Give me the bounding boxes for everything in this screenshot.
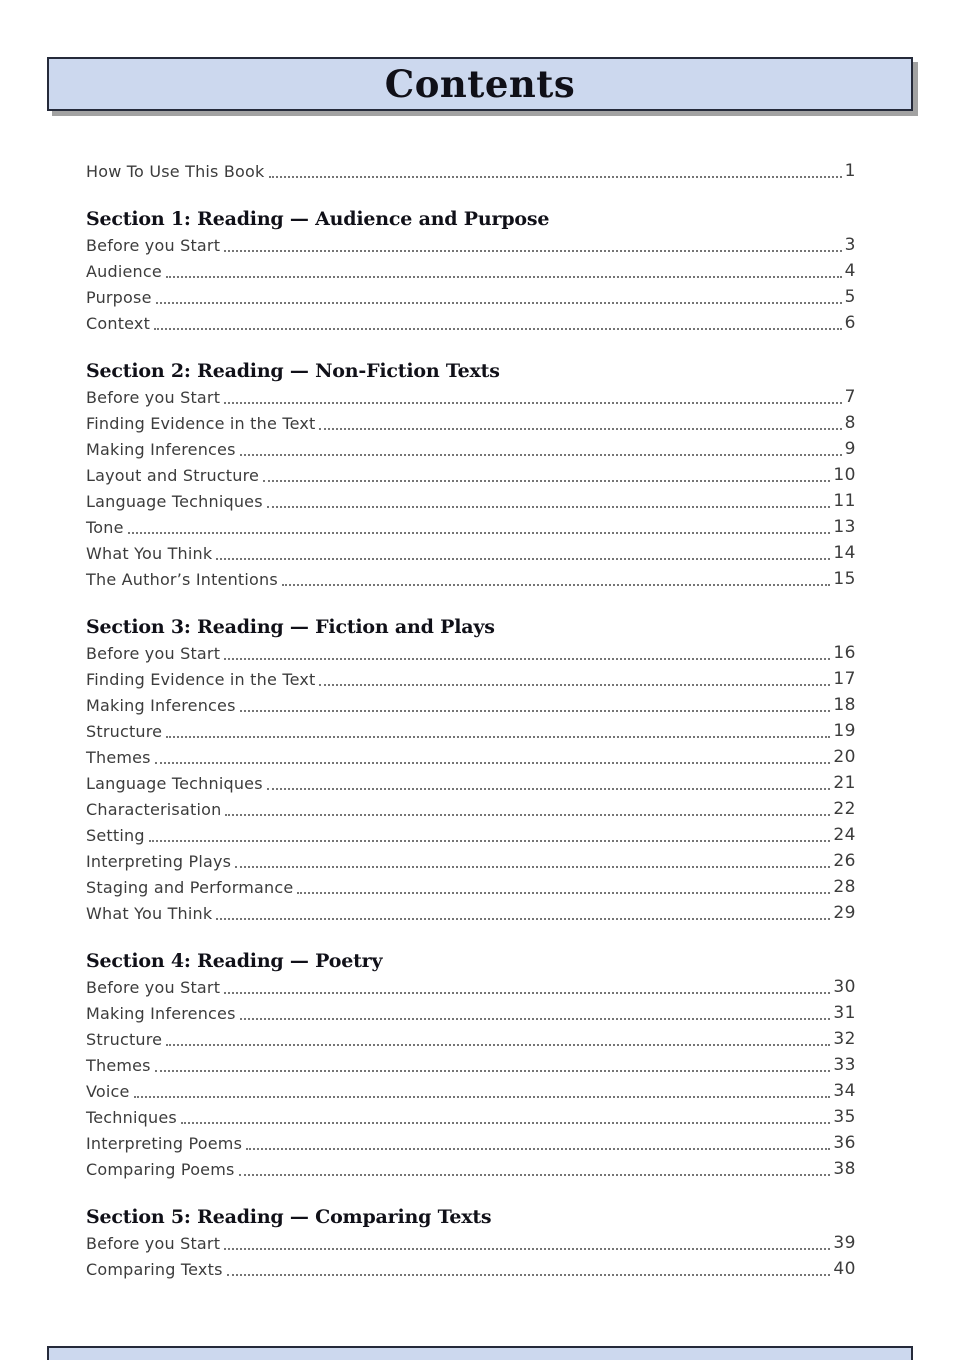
toc-entry <box>86 436 856 462</box>
toc-entry <box>86 974 856 1000</box>
dotted-leader <box>156 302 842 304</box>
toc-entry-page: 13 <box>833 517 856 537</box>
toc-entry <box>86 692 856 718</box>
toc-entry-label: What You Think <box>86 904 213 923</box>
dotted-leader <box>155 762 831 764</box>
dotted-leader <box>282 584 830 586</box>
dotted-leader <box>216 918 830 920</box>
dotted-leader <box>154 328 842 330</box>
toc-entry-page: 24 <box>833 825 856 845</box>
dotted-leader <box>269 176 842 178</box>
toc-entry-label: Voice <box>86 1082 130 1101</box>
toc-entry-label: Before you Start <box>86 236 221 255</box>
toc-entry-label: Structure <box>86 1030 163 1049</box>
toc-entry-label: Comparing Poems <box>86 1160 235 1179</box>
dotted-leader <box>149 840 831 842</box>
toc-entry-page: 4 <box>844 261 856 281</box>
section-heading: Section 4: Reading — Poetry <box>86 950 383 972</box>
toc-entry-page: 30 <box>833 977 856 997</box>
toc-entry-label: Making Inferences <box>86 1004 236 1023</box>
toc-entry <box>86 232 856 258</box>
toc-entry <box>86 900 856 926</box>
toc-entry <box>86 514 856 540</box>
toc-entry <box>86 1078 856 1104</box>
toc-entry <box>86 258 856 284</box>
toc-entry-label: Making Inferences <box>86 696 236 715</box>
toc-entry-page: 29 <box>833 903 856 923</box>
toc-entry-page: 1 <box>844 161 856 181</box>
toc-entry-page: 32 <box>833 1029 856 1049</box>
toc-entry-label: Characterisation <box>86 800 222 819</box>
dotted-leader <box>128 532 831 534</box>
toc-entry <box>86 310 856 336</box>
toc-entry-label: Before you Start <box>86 1234 221 1253</box>
toc-entry-label: The Author’s Intentions <box>86 570 278 589</box>
toc-entry <box>86 1104 856 1130</box>
toc-entry-page: 26 <box>833 851 856 871</box>
toc-entry-page: 39 <box>833 1233 856 1253</box>
toc-entry-page: 21 <box>833 773 856 793</box>
section-heading: Section 1: Reading — Audience and Purpose <box>86 208 550 230</box>
dotted-leader <box>224 658 830 660</box>
toc-entry-page: 10 <box>833 465 856 485</box>
toc-entry <box>86 770 856 796</box>
toc-entry-label: Making Inferences <box>86 440 236 459</box>
toc-entry-page: 40 <box>833 1259 856 1279</box>
dotted-leader <box>224 992 830 994</box>
toc-entry-label: Before you Start <box>86 388 221 407</box>
toc-entry-label: Interpreting Poems <box>86 1134 243 1153</box>
toc-entry-page: 34 <box>833 1081 856 1101</box>
table-of-contents <box>86 158 856 1282</box>
dotted-leader <box>227 1274 831 1276</box>
toc-entry <box>86 1130 856 1156</box>
toc-entry-page: 7 <box>844 387 856 407</box>
toc-entry <box>86 1026 856 1052</box>
toc-entry <box>86 1052 856 1078</box>
dotted-leader <box>240 1018 831 1020</box>
toc-entry-label: Techniques <box>86 1108 177 1127</box>
next-page-box-top-edge <box>47 1346 913 1360</box>
toc-entry-label: Themes <box>86 748 151 767</box>
toc-entry <box>86 822 856 848</box>
toc-entry-page: 11 <box>833 491 856 511</box>
toc-entry-page: 38 <box>833 1159 856 1179</box>
dotted-leader <box>239 1174 831 1176</box>
dotted-leader <box>216 558 830 560</box>
contents-header-box <box>47 57 913 111</box>
dotted-leader <box>319 684 830 686</box>
toc-entry <box>86 410 856 436</box>
toc-entry <box>86 384 856 410</box>
toc-entry-page: 3 <box>844 235 856 255</box>
toc-entry <box>86 848 856 874</box>
toc-entry-label: Tone <box>86 518 124 537</box>
section-heading: Section 5: Reading — Comparing Texts <box>86 1206 492 1228</box>
toc-entry-label: Language Techniques <box>86 774 263 793</box>
toc-entry <box>86 874 856 900</box>
toc-entry <box>86 566 856 592</box>
toc-entry-page: 35 <box>833 1107 856 1127</box>
toc-entry-page: 14 <box>833 543 856 563</box>
toc-entry-page: 19 <box>833 721 856 741</box>
toc-entry <box>86 1256 856 1282</box>
toc-entry-page: 31 <box>833 1003 856 1023</box>
toc-entry <box>86 158 856 184</box>
toc-entry-label: Themes <box>86 1056 151 1075</box>
toc-entry-label: Before you Start <box>86 644 221 663</box>
toc-entry-page: 20 <box>833 747 856 767</box>
toc-entry <box>86 796 856 822</box>
toc-entry-page: 15 <box>833 569 856 589</box>
dotted-leader <box>246 1148 830 1150</box>
toc-entry-label: Finding Evidence in the Text <box>86 414 316 433</box>
toc-entry-label: Structure <box>86 722 163 741</box>
dotted-leader <box>166 276 842 278</box>
dotted-leader <box>263 480 830 482</box>
toc-entry-label: How To Use This Book <box>86 162 265 181</box>
dotted-leader <box>166 736 830 738</box>
page-title: Contents <box>384 62 576 106</box>
toc-entry-page: 18 <box>833 695 856 715</box>
dotted-leader <box>235 866 830 868</box>
toc-entry-page: 33 <box>833 1055 856 1075</box>
toc-entry-page: 8 <box>844 413 856 433</box>
dotted-leader <box>267 506 831 508</box>
toc-entry-label: Interpreting Plays <box>86 852 232 871</box>
toc-entry <box>86 666 856 692</box>
toc-entry-label: Setting <box>86 826 145 845</box>
dotted-leader <box>240 710 831 712</box>
dotted-leader <box>224 1248 830 1250</box>
toc-entry-label: Audience <box>86 262 162 281</box>
dotted-leader <box>181 1122 830 1124</box>
toc-entry <box>86 1156 856 1182</box>
toc-entry-page: 5 <box>844 287 856 307</box>
toc-entry <box>86 462 856 488</box>
toc-entry-label: What You Think <box>86 544 213 563</box>
dotted-leader <box>267 788 831 790</box>
toc-entry-label: Language Techniques <box>86 492 263 511</box>
toc-entry-page: 36 <box>833 1133 856 1153</box>
section-heading: Section 3: Reading — Fiction and Plays <box>86 616 495 638</box>
toc-entry <box>86 640 856 666</box>
dotted-leader <box>319 428 841 430</box>
toc-entry <box>86 540 856 566</box>
toc-entry <box>86 284 856 310</box>
toc-entry-label: Comparing Texts <box>86 1260 223 1279</box>
dotted-leader <box>240 454 842 456</box>
section-heading: Section 2: Reading — Non-Fiction Texts <box>86 360 500 382</box>
toc-entry <box>86 1230 856 1256</box>
toc-entry <box>86 488 856 514</box>
dotted-leader <box>224 250 842 252</box>
toc-entry-page: 28 <box>833 877 856 897</box>
toc-entry <box>86 1000 856 1026</box>
toc-entry-page: 6 <box>844 313 856 333</box>
toc-entry-label: Purpose <box>86 288 152 307</box>
toc-entry-label: Staging and Performance <box>86 878 294 897</box>
dotted-leader <box>225 814 830 816</box>
toc-entry-page: 22 <box>833 799 856 819</box>
toc-entry-label: Before you Start <box>86 978 221 997</box>
toc-entry-page: 16 <box>833 643 856 663</box>
toc-entry-page: 17 <box>833 669 856 689</box>
dotted-leader <box>166 1044 830 1046</box>
toc-entry-page: 9 <box>844 439 856 459</box>
toc-entry-label: Context <box>86 314 151 333</box>
toc-entry-label: Finding Evidence in the Text <box>86 670 316 689</box>
toc-entry <box>86 744 856 770</box>
dotted-leader <box>155 1070 831 1072</box>
toc-entry <box>86 718 856 744</box>
toc-entry-label: Layout and Structure <box>86 466 260 485</box>
dotted-leader <box>297 892 830 894</box>
dotted-leader <box>134 1096 831 1098</box>
dotted-leader <box>224 402 842 404</box>
